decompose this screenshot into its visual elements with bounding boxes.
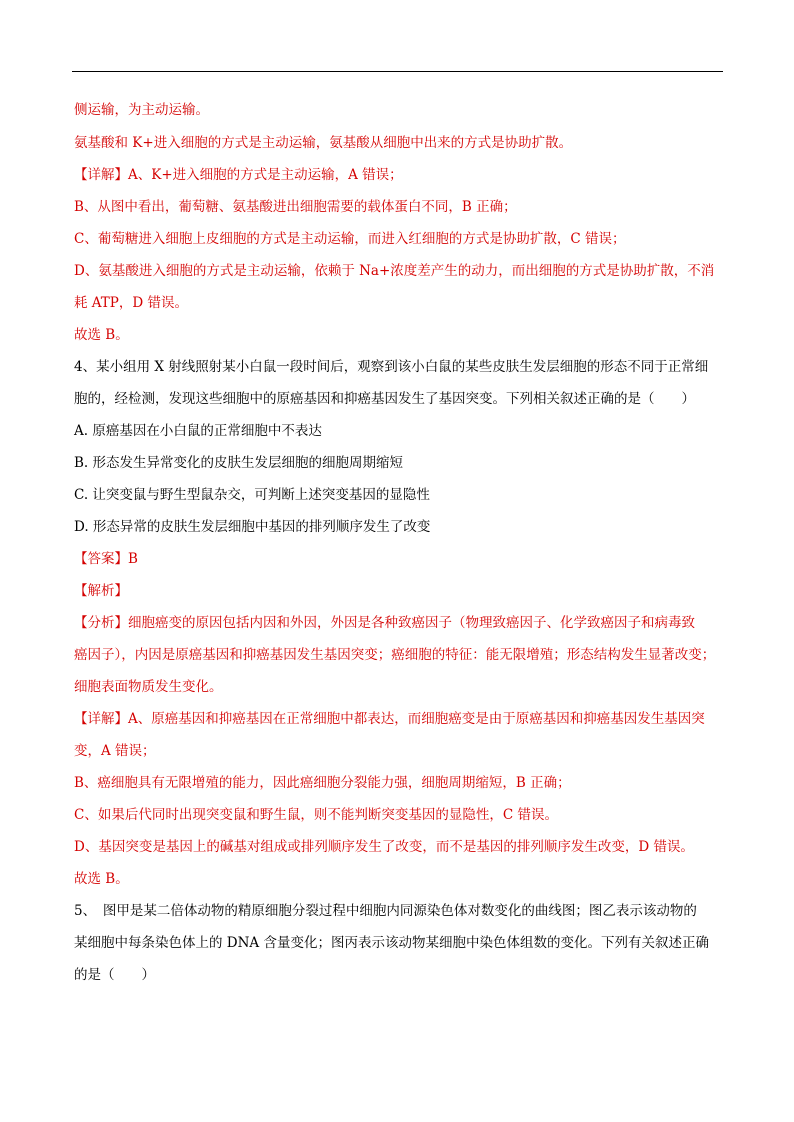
answer-label: 【答案】B bbox=[74, 551, 138, 567]
explanation-line: B、从图中看出，葡萄糖、氨基酸进出细胞需要的载体蛋白不同，B 正确； bbox=[74, 199, 517, 215]
question-4-option-a: A. 原癌基因在小白鼠的正常细胞中不表达 bbox=[74, 423, 322, 439]
analysis-line: 细胞表面物质发生变化。 bbox=[74, 679, 223, 695]
question-4-option-d: D. 形态异常的皮肤生发层细胞中基因的排列顺序发生了改变 bbox=[74, 519, 431, 535]
detail-line: B、癌细胞具有无限增殖的能力，因此癌细胞分裂能力强，细胞周期缩短，B 正确； bbox=[74, 775, 571, 791]
question-5-stem: 某细胞中每条染色体上的 DNA 含量变化；图丙表示该动物某细胞中染色体组数的变化。下列有关叙述正确 bbox=[74, 935, 709, 951]
question-4-stem: 胞的，经检测，发现这些细胞中的原癌基因和抑癌基因发生了基因突变。下列相关叙述正确的是（ ） bbox=[74, 391, 695, 407]
analysis-label: 【解析】 bbox=[74, 583, 128, 599]
header-rule bbox=[72, 71, 723, 72]
question-5-stem: 的是（ ） bbox=[74, 967, 155, 983]
conclusion-line: 故选 B。 bbox=[74, 327, 129, 343]
analysis-line: 癌因子），内因是原癌基因和抑癌基因发生基因突变；癌细胞的特征：能无限增殖；形态结构发生显著改变； bbox=[74, 647, 716, 663]
explanation-line: 氨基酸和 K+进入细胞的方式是主动运输，氨基酸从细胞中出来的方式是协助扩散。 bbox=[74, 135, 573, 151]
explanation-line: 耗 ATP，D 错误。 bbox=[74, 295, 189, 311]
conclusion-line: 故选 B。 bbox=[74, 871, 129, 887]
question-5-stem: 5、 图甲是某二倍体动物的精原细胞分裂过程中细胞内同源染色体对数变化的曲线图；图乙表示该动物的 bbox=[74, 903, 697, 919]
explanation-line: D、氨基酸进入细胞的方式是主动运输，依赖于 Na+浓度差产生的动力，而出细胞的方式是协助扩散，不消 bbox=[74, 263, 715, 279]
question-4-option-b: B. 形态发生异常变化的皮肤生发层细胞的细胞周期缩短 bbox=[74, 455, 404, 471]
detail-line: C、如果后代同时出现突变鼠和野生鼠，则不能判断突变基因的显隐性，C 错误。 bbox=[74, 807, 558, 823]
question-4-option-c: C. 让突变鼠与野生型鼠杂交，可判断上述突变基因的显隐性 bbox=[74, 487, 430, 503]
analysis-line: 【分析】细胞癌变的原因包括内因和外因，外因是各种致癌因子（物理致癌因子、化学致癌因子和病毒致 bbox=[74, 615, 695, 631]
explanation-line: 侧运输，为主动运输。 bbox=[74, 102, 209, 118]
detail-line: D、基因突变是基因上的碱基对组成或排列顺序发生了改变，而不是基因的排列顺序发生改变，D 错误。 bbox=[74, 839, 694, 855]
explanation-line: 【详解】A、K+进入细胞的方式是主动运输，A 错误； bbox=[74, 167, 403, 183]
detail-line: 【详解】A、原癌基因和抑癌基因在正常细胞中都表达，而细胞癌变是由于原癌基因和抑癌基因发生基因突 bbox=[74, 711, 705, 727]
detail-line: 变，A 错误； bbox=[74, 743, 156, 759]
question-4-stem: 4、某小组用 X 射线照射某小白鼠一段时间后，观察到该小白鼠的某些皮肤生发层细胞的形态不同于正常细 bbox=[74, 359, 709, 375]
explanation-line: C、葡萄糖进入细胞上皮细胞的方式是主动运输，而进入红细胞的方式是协助扩散，C 错误； bbox=[74, 231, 626, 247]
